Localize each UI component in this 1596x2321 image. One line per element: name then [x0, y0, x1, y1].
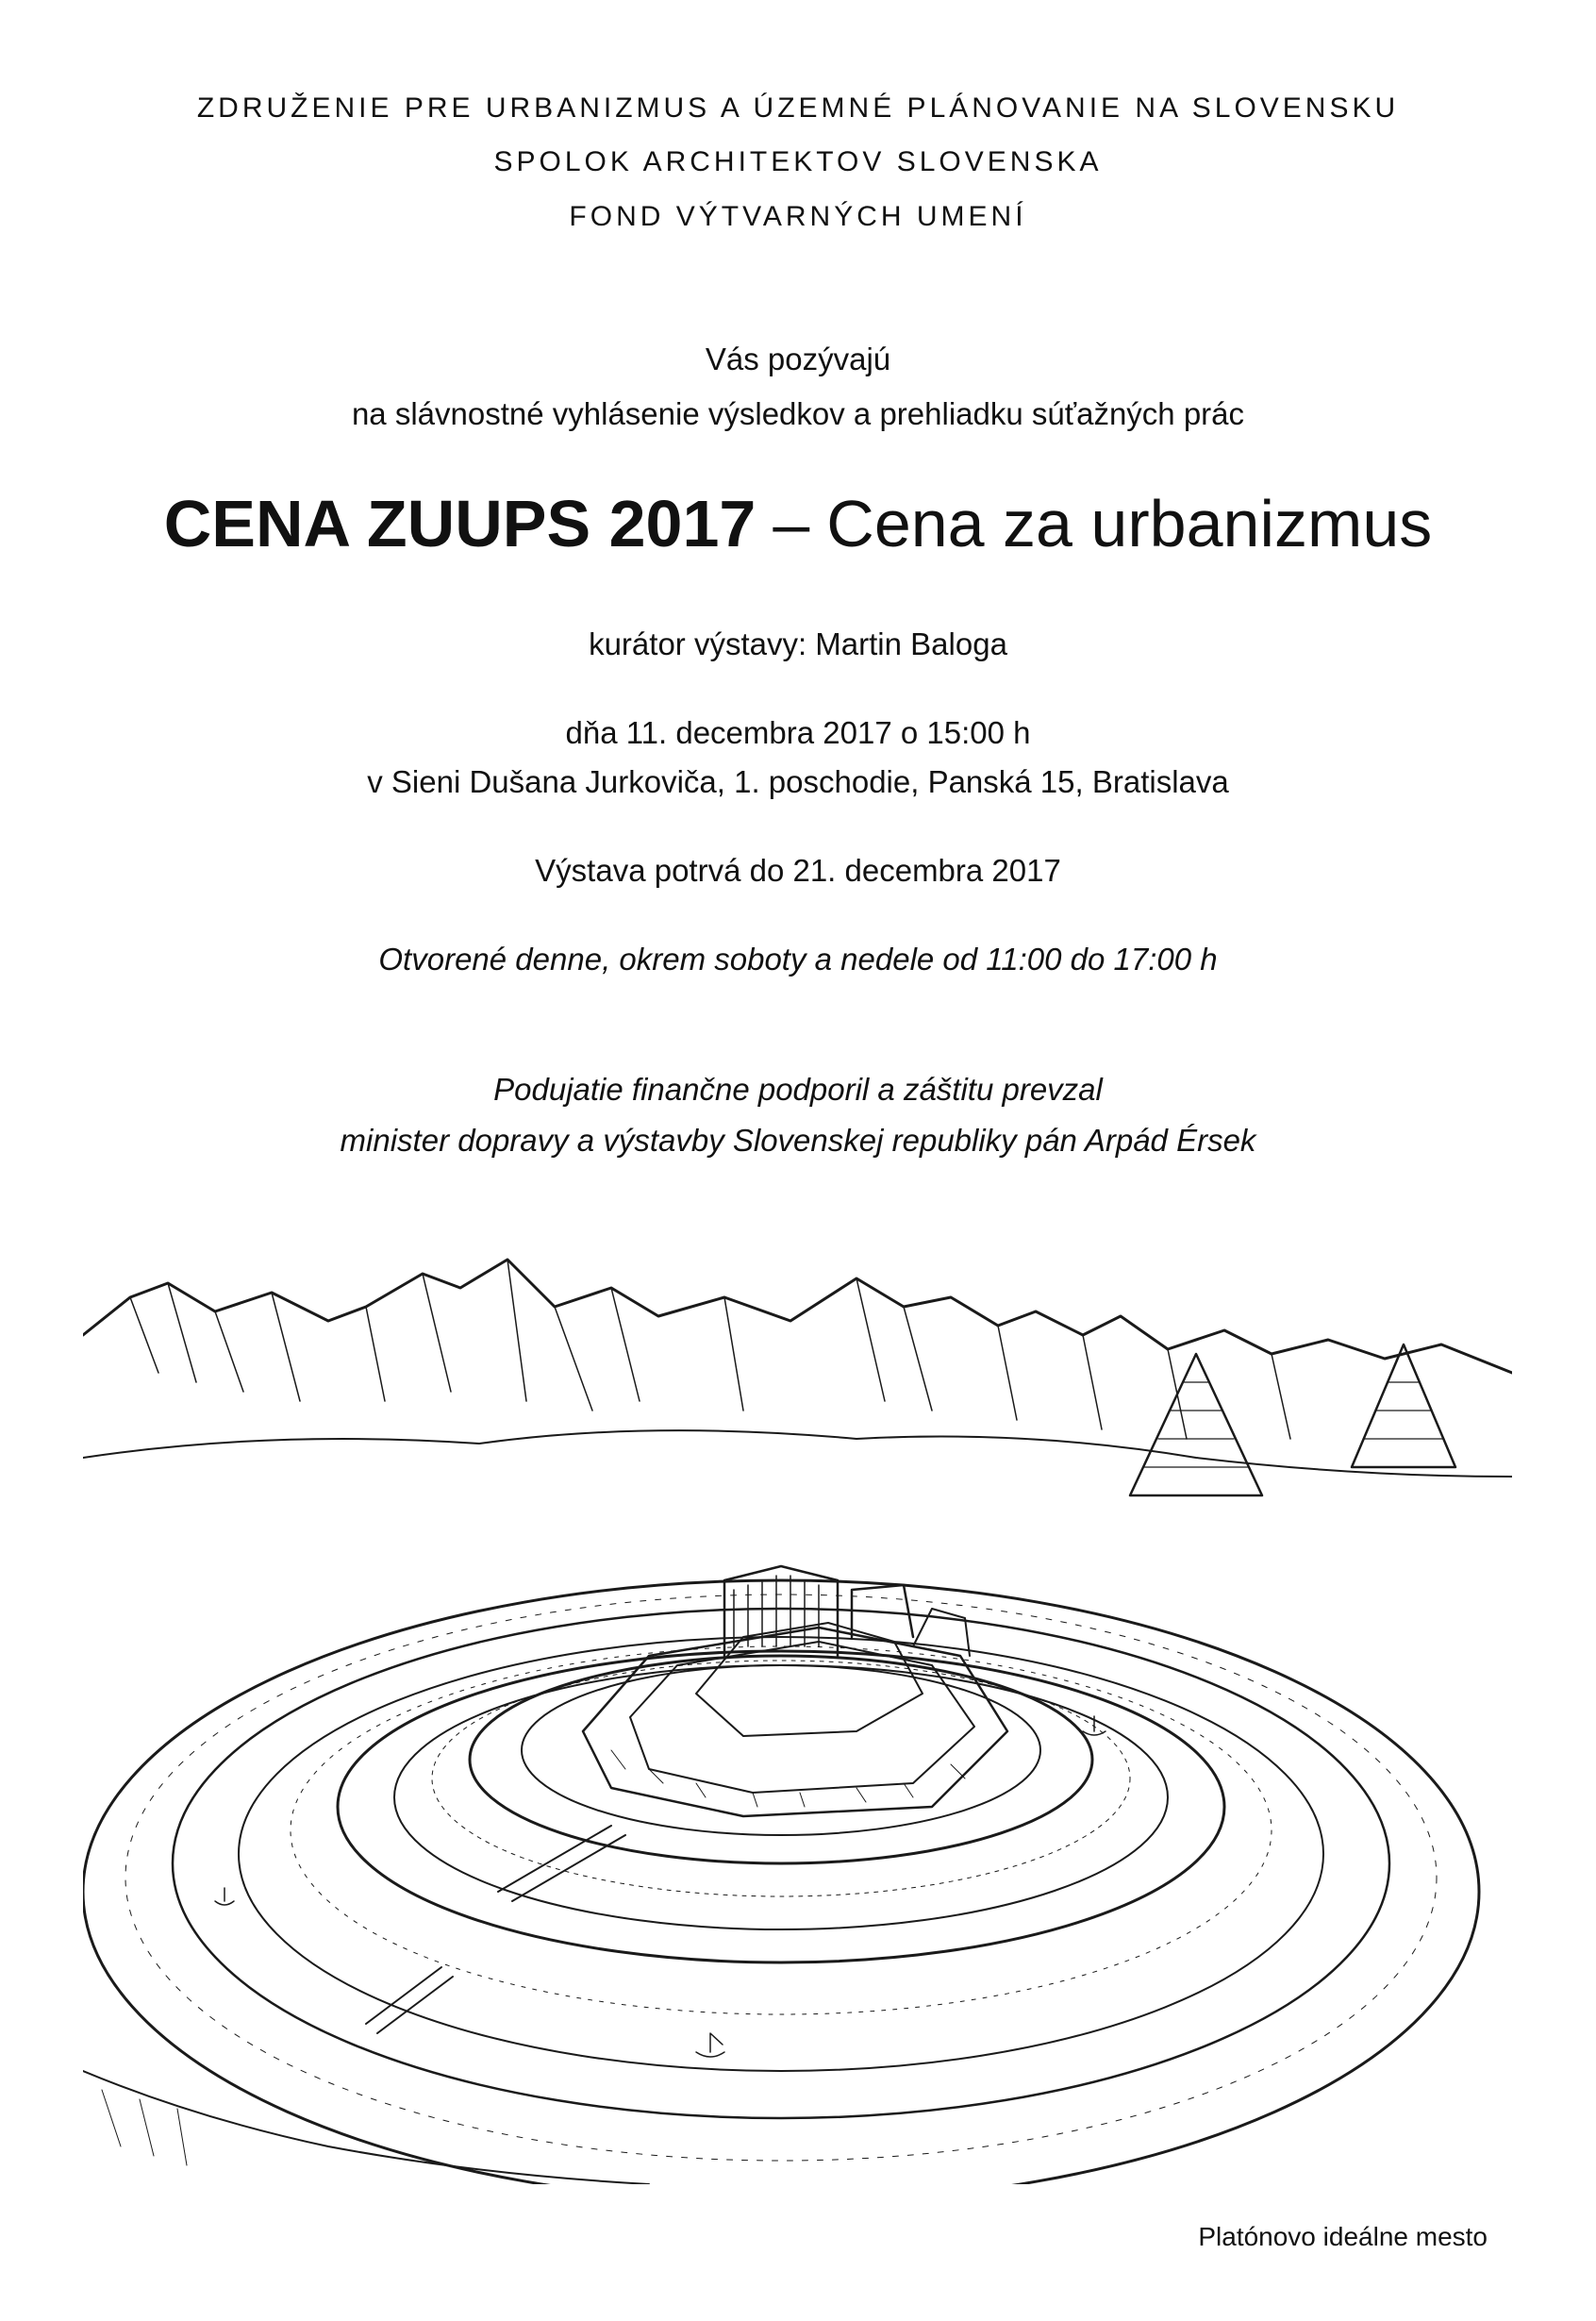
ideal-city-illustration [83, 1241, 1512, 2184]
exhibition-duration: Výstava potrvá do 21. decembra 2017 [535, 853, 1061, 888]
title-rest: Cena za urbanizmus [826, 487, 1433, 560]
illustration-caption: Platónovo ideálne mesto [1198, 2222, 1488, 2251]
event-date: dňa 11. decembra 2017 o 15:00 h [565, 715, 1031, 750]
patronage-line-1: Podujatie finančne podporil a záštitu prevzal [493, 1072, 1103, 1107]
opening-hours: Otvorené denne, okrem soboty a nedele od 11:00 do 17:00 h [378, 942, 1218, 977]
invitation-line-1: Vás pozývajú [705, 342, 891, 376]
invitation-line-2: na slávnostné vyhlásenie výsledkov a prehliadku súťažných prác [351, 396, 1245, 431]
org-line-1: ZDRUŽENIE PRE URBANIZMUS A ÚZEMNÉ PLÁNOVANIE NA SLOVENSKU [196, 92, 1400, 124]
event-place: v Sieni Dušana Jurkoviča, 1. poschodie, Panská 15, Bratislava [367, 764, 1229, 799]
curator-line: kurátor výstavy: Martin Baloga [589, 626, 1007, 661]
page-title [0, 486, 1596, 561]
title-bold: CENA ZUUPS 2017 [163, 487, 756, 560]
org-line-2: SPOLOK ARCHITEKTOV SLOVENSKA [493, 146, 1103, 177]
org-line-3: FOND VÝTVARNÝCH UMENÍ [569, 201, 1027, 232]
title-dash: – [773, 487, 810, 560]
patronage-line-2: minister dopravy a výstavby Slovenskej republiky pán Arpád Érsek [340, 1123, 1256, 1158]
